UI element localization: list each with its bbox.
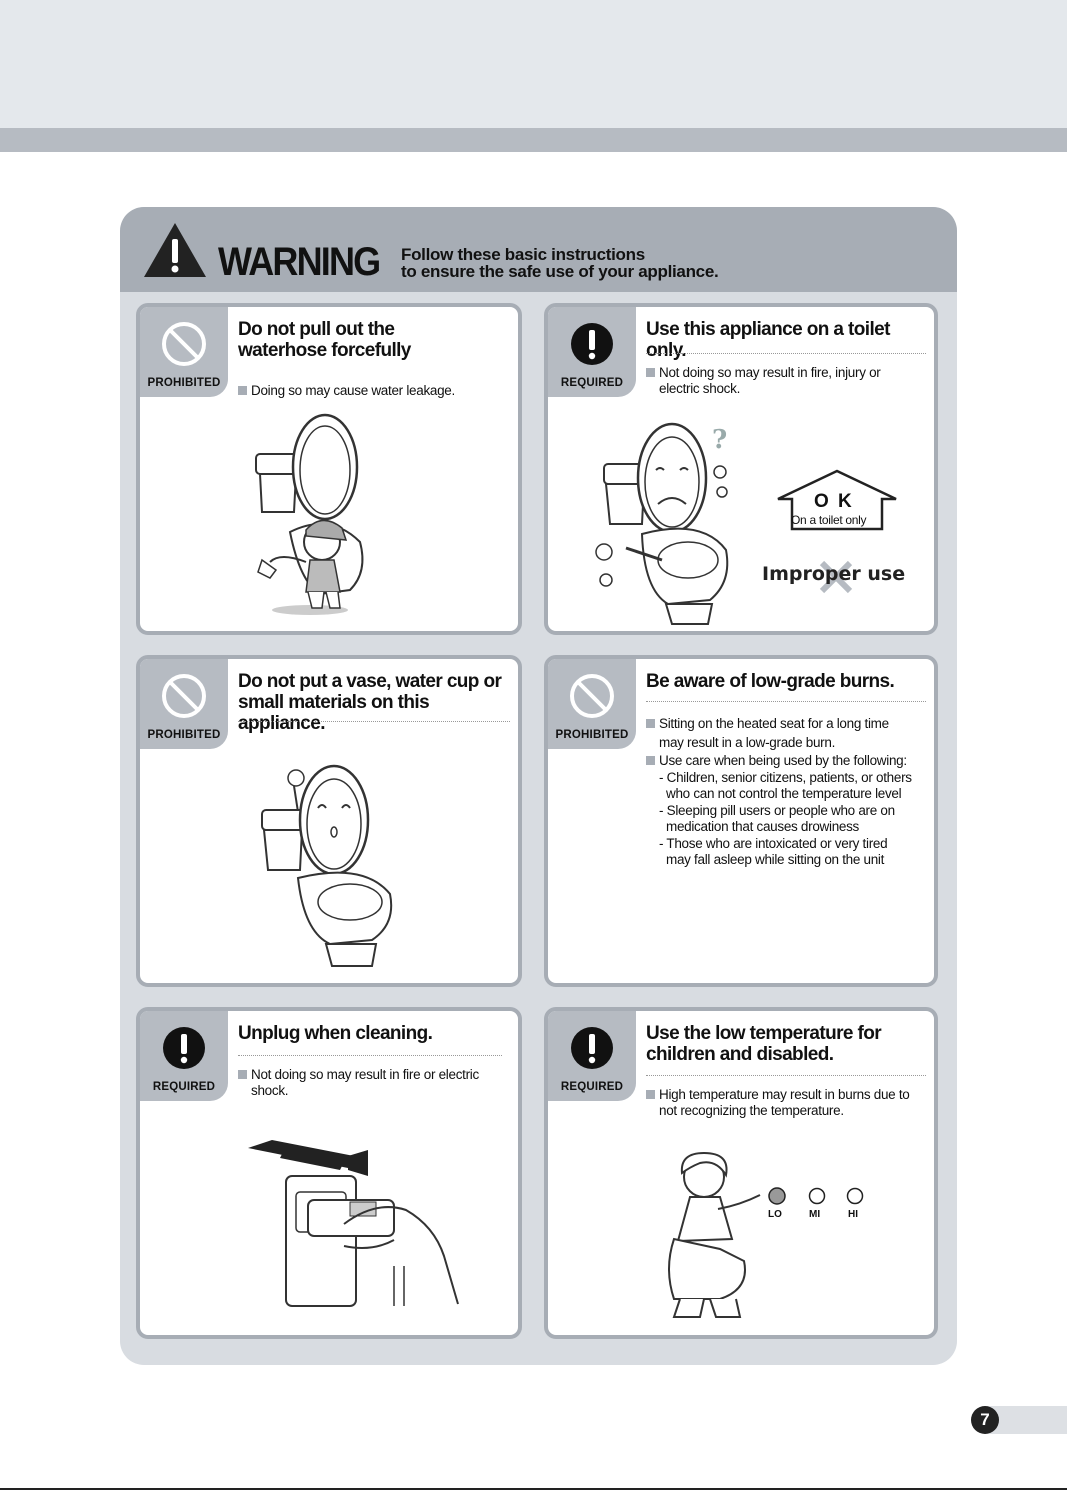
- bullet-square: [646, 1090, 655, 1099]
- card-toilet-only: [544, 303, 938, 635]
- prohibited-icon: [161, 321, 207, 367]
- body-line: may result in a low-grade burn.: [659, 734, 836, 750]
- divider: [646, 701, 926, 702]
- temp-dial-lo[interactable]: [767, 1186, 787, 1206]
- tag-prohibited: [548, 659, 636, 749]
- bullet-square: [646, 719, 655, 728]
- bullet-square: [646, 756, 655, 765]
- temp-label-lo: LO: [768, 1209, 782, 1220]
- bullet-square: [646, 368, 655, 377]
- card-body: [238, 383, 522, 399]
- card-body: [646, 365, 930, 397]
- warning-panel: [120, 207, 957, 1365]
- tag-label: PROHIBITED: [555, 729, 629, 741]
- body-line: Doing so may cause water leakage.: [251, 383, 455, 398]
- tag-required: [140, 1011, 228, 1101]
- ok-label: O K: [814, 491, 854, 512]
- card-title: Use the low temperature for children and disabled.: [646, 1023, 882, 1065]
- card-title: Do not pull out the waterhose forcefully: [238, 319, 411, 361]
- temp-dial-mi[interactable]: [807, 1186, 827, 1206]
- body-line: Not doing so may result in fire, injury or: [659, 365, 881, 380]
- tag-label: REQUIRED: [560, 1081, 624, 1093]
- warning-triangle-icon: [142, 221, 208, 279]
- warning-header: [120, 207, 957, 292]
- card-title: Unplug when cleaning.: [238, 1023, 433, 1044]
- prohibited-icon: [569, 673, 615, 719]
- top-stripe: [0, 128, 1067, 152]
- card-body: [646, 1087, 936, 1119]
- body-line: not recognizing the temperature.: [659, 1103, 844, 1118]
- body-line: who can not control the temperature level: [666, 786, 902, 801]
- page-number: 7: [971, 1406, 999, 1434]
- card-low-grade-burns: [544, 655, 938, 987]
- warning-title: WARNING: [218, 240, 380, 284]
- tag-label: PROHIBITED: [147, 729, 221, 741]
- divider: [646, 353, 926, 354]
- body-line: electric shock.: [659, 381, 741, 396]
- warning-subtitle: [401, 246, 718, 280]
- prohibited-icon: [161, 673, 207, 719]
- temp-label-hi: HI: [848, 1209, 858, 1220]
- body-line: Sitting on the heated seat for a long time: [659, 716, 889, 731]
- tag-required: [548, 307, 636, 397]
- temp-dial-hi[interactable]: [845, 1186, 865, 1206]
- tag-prohibited: [140, 659, 228, 749]
- bullet-square: [238, 1070, 247, 1079]
- tag-label: REQUIRED: [152, 1081, 216, 1093]
- card-title: Be aware of low-grade burns.: [646, 671, 895, 692]
- divider: [238, 721, 510, 722]
- card-body: [238, 1067, 522, 1099]
- illustration-boy-pulling-hose: [250, 412, 400, 617]
- warning-subtitle-line2: to ensure the safe use of your appliance.: [401, 262, 719, 281]
- bullet-square: [238, 386, 247, 395]
- card-waterhose: [136, 303, 522, 635]
- tag-label: REQUIRED: [560, 377, 624, 389]
- improper-use-label: Improper use: [762, 563, 906, 585]
- card-title: Use this appliance on a toilet only.: [646, 319, 890, 361]
- card-low-temperature: [544, 1007, 938, 1339]
- tag-prohibited: [140, 307, 228, 397]
- svg-text:?: ?: [712, 425, 728, 455]
- card-title: Do not put a vase, water cup or small materials on this appliance.: [238, 671, 502, 734]
- required-icon: [569, 1025, 615, 1071]
- illustration-woman-pressing-button: [660, 1149, 790, 1329]
- tag-required: [548, 1011, 636, 1101]
- body-line: may fall asleep while sitting on the unit: [666, 852, 885, 867]
- illustration-vase-on-seat: [254, 764, 404, 969]
- body-line: High temperature may result in burns due to: [659, 1087, 910, 1102]
- card-body: [646, 716, 936, 869]
- body-line: medication that causes drowiness: [666, 819, 860, 834]
- top-band: [0, 0, 1067, 128]
- bottom-rule: [0, 1488, 1067, 1490]
- body-line: - Children, senior citizens, patients, or others: [659, 769, 912, 785]
- card-unplug: [136, 1007, 522, 1339]
- body-line: Use care when being used by the following:: [659, 753, 907, 768]
- divider: [646, 1075, 926, 1076]
- ok-sublabel: On a toilet only: [791, 513, 867, 527]
- temp-label-mi: MI: [809, 1209, 821, 1220]
- body-line: Not doing so may result in fire or electric: [251, 1067, 479, 1082]
- body-line: - Those who are intoxicated or very tired: [659, 835, 888, 851]
- tag-label: PROHIBITED: [147, 377, 221, 389]
- body-line: - Sleeping pill users or people who are on: [659, 802, 895, 818]
- divider: [238, 1055, 502, 1056]
- illustration-sad-seat: [592, 422, 742, 627]
- body-line: shock.: [251, 1083, 289, 1098]
- illustration-unplug: [244, 1136, 474, 1316]
- warning-subtitle-line1: Follow these basic instructions: [401, 245, 645, 264]
- required-icon: [161, 1025, 207, 1071]
- required-icon: [569, 321, 615, 367]
- card-vase: [136, 655, 522, 987]
